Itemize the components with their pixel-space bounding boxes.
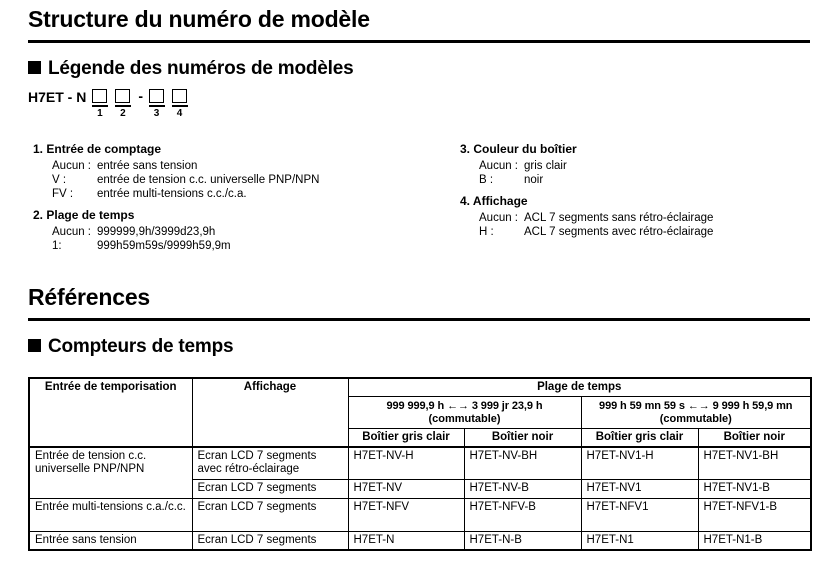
- range-label: 999 h 59 mn 59 s ←→ 9 999 h 59,9 mn: [599, 399, 793, 412]
- col-header-case-black-1: Boîtier noir: [464, 429, 581, 448]
- cell-input: Entrée multi-tensions c.a./c.c.: [29, 498, 192, 531]
- item-number: 1.: [33, 142, 44, 156]
- cell-model: H7ET-NV1-H: [581, 447, 698, 479]
- col-header-case-black-2: Boîtier noir: [698, 429, 811, 448]
- legend-heading-text: Légende des numéros de modèles: [48, 58, 354, 79]
- digit-underline-3: [149, 105, 165, 107]
- page-title: Structure du numéro de modèle: [28, 6, 370, 32]
- model-digit-group-4: [171, 89, 188, 119]
- cell-model: H7ET-NV1: [581, 479, 698, 498]
- digit-number-1: 1: [97, 108, 103, 119]
- model-digit-group-2: [114, 89, 131, 119]
- definition-desc: ACL 7 segments avec rétro-éclairage: [524, 226, 714, 238]
- definition-label: Aucun :: [52, 226, 91, 238]
- legend-columns: [28, 142, 810, 253]
- cell-display: Ecran LCD 7 segments: [192, 479, 348, 498]
- cell-model: H7ET-N-B: [464, 531, 581, 550]
- definition-row: [52, 187, 460, 201]
- definition-row: [479, 225, 810, 239]
- definition-desc: entrée multi-tensions c.c./c.a.: [97, 188, 247, 200]
- definition-row: [52, 239, 460, 253]
- model-digit-box-4: [172, 89, 187, 103]
- model-number-diagram: [28, 89, 810, 129]
- legend-item-title: [33, 142, 460, 157]
- model-digit-box-2: [115, 89, 130, 103]
- definition-desc: entrée sans tension: [97, 160, 198, 172]
- definition-row: [479, 173, 810, 187]
- cell-model: H7ET-N: [348, 531, 464, 550]
- cell-model: H7ET-NV-B: [464, 479, 581, 498]
- cell-model: H7ET-NFV1: [581, 498, 698, 531]
- legend-item-plage-de-temps: [33, 208, 460, 253]
- legend-column-right: [460, 142, 810, 253]
- digit-number-2: 2: [120, 108, 126, 119]
- compteurs-section-heading: [28, 335, 810, 358]
- cell-model: H7ET-NFV: [348, 498, 464, 531]
- cell-model: H7ET-NV-H: [348, 447, 464, 479]
- definition-label: B :: [479, 174, 494, 186]
- item-title-text: Couleur du boîtier: [473, 142, 577, 156]
- model-digit-box-1: [92, 89, 107, 103]
- table-row: [29, 447, 811, 479]
- definition-row: [479, 211, 810, 225]
- definition-label: Aucun :: [52, 160, 91, 172]
- cell-display: Ecran LCD 7 segments: [192, 531, 348, 550]
- cell-display: Ecran LCD 7 segments avec rétro-éclairage: [192, 447, 348, 479]
- definition-row: [52, 225, 460, 239]
- timer-models-table: [28, 377, 812, 551]
- definition-label: Aucun :: [479, 160, 518, 172]
- item-number: 3.: [460, 142, 471, 156]
- definition-row: [52, 159, 460, 173]
- legend-item-title: [460, 142, 810, 157]
- range-note: (commutable): [659, 412, 732, 425]
- definition-desc: 999h59m59s/9999h59,9m: [97, 240, 231, 252]
- legend-section-heading: [28, 57, 810, 80]
- col-header-range-2: [581, 397, 811, 429]
- col-header-input: Entrée de temporisation: [29, 378, 192, 447]
- col-header-display: Affichage: [192, 378, 348, 447]
- title-rule: [28, 40, 810, 43]
- item-title-text: Entrée de comptage: [46, 142, 162, 156]
- model-digit-group-3: [148, 89, 165, 119]
- digit-underline-2: [115, 105, 131, 107]
- definition-label: 1:: [52, 240, 62, 252]
- definition-row: [52, 173, 460, 187]
- definition-desc: ACL 7 segments sans rétro-éclairage: [524, 212, 714, 224]
- col-header-range-1: [348, 397, 581, 429]
- cell-model: H7ET-NFV1-B: [698, 498, 811, 531]
- col-header-range-group: Plage de temps: [348, 378, 811, 397]
- cell-model: H7ET-NV1-B: [698, 479, 811, 498]
- item-title-text: Affichage: [472, 194, 528, 208]
- table-row: [29, 531, 811, 550]
- cell-model: H7ET-NFV-B: [464, 498, 581, 531]
- item-title-text: Plage de temps: [46, 208, 135, 222]
- definition-row: [479, 159, 810, 173]
- table-row: [29, 498, 811, 531]
- definition-desc: 999999,9h/3999d23,9h: [97, 226, 216, 238]
- references-title: Références: [28, 284, 151, 310]
- legend-item-couleur-du-boitier: [460, 142, 810, 187]
- definition-label: H :: [479, 226, 494, 238]
- definition-label: V :: [52, 174, 67, 186]
- definition-desc: gris clair: [524, 160, 567, 172]
- timer-models-table-wrap: [28, 377, 810, 551]
- range-label: 999 999,9 h ←→ 3 999 jr 23,9 h: [386, 399, 543, 412]
- compteurs-heading-text: Compteurs de temps: [48, 336, 234, 357]
- definition-label: FV :: [52, 188, 74, 200]
- definition-desc: entrée de tension c.c. universelle PNP/NPN: [97, 174, 320, 186]
- item-number: 2.: [33, 208, 44, 222]
- cell-model: H7ET-NV: [348, 479, 464, 498]
- range-note: (commutable): [428, 412, 501, 425]
- legend-column-left: [28, 142, 460, 253]
- model-prefix: H7ET - N: [28, 89, 87, 105]
- square-bullet-icon: [28, 339, 41, 352]
- model-hyphen: -: [138, 88, 144, 104]
- col-header-case-gray-2: Boîtier gris clair: [581, 429, 698, 448]
- cell-input: Entrée sans tension: [29, 531, 192, 550]
- cell-input: Entrée de tension c.c. universelle PNP/NPN: [29, 447, 192, 498]
- digit-underline-1: [92, 105, 108, 107]
- digit-number-3: 3: [153, 108, 160, 119]
- definition-label: Aucun :: [479, 212, 518, 224]
- model-digit-box-3: [149, 89, 164, 103]
- item-number: 4.: [460, 194, 471, 208]
- digit-underline-4: [172, 105, 188, 107]
- cell-model: H7ET-N1-B: [698, 531, 811, 550]
- digit-number-4: 4: [176, 108, 183, 119]
- legend-item-affichage: [460, 194, 810, 239]
- cell-model: H7ET-NV-BH: [464, 447, 581, 479]
- square-bullet-icon: [28, 61, 41, 74]
- legend-item-title: [33, 208, 460, 223]
- model-digit-group-1: [91, 89, 108, 119]
- legend-item-title: [460, 194, 810, 209]
- references-rule: [28, 318, 810, 321]
- cell-model: H7ET-NV1-BH: [698, 447, 811, 479]
- cell-display: Ecran LCD 7 segments: [192, 498, 348, 531]
- cell-model: H7ET-N1: [581, 531, 698, 550]
- col-header-case-gray-1: Boîtier gris clair: [348, 429, 464, 448]
- legend-item-entree-de-comptage: [33, 142, 460, 201]
- definition-desc: noir: [524, 174, 544, 186]
